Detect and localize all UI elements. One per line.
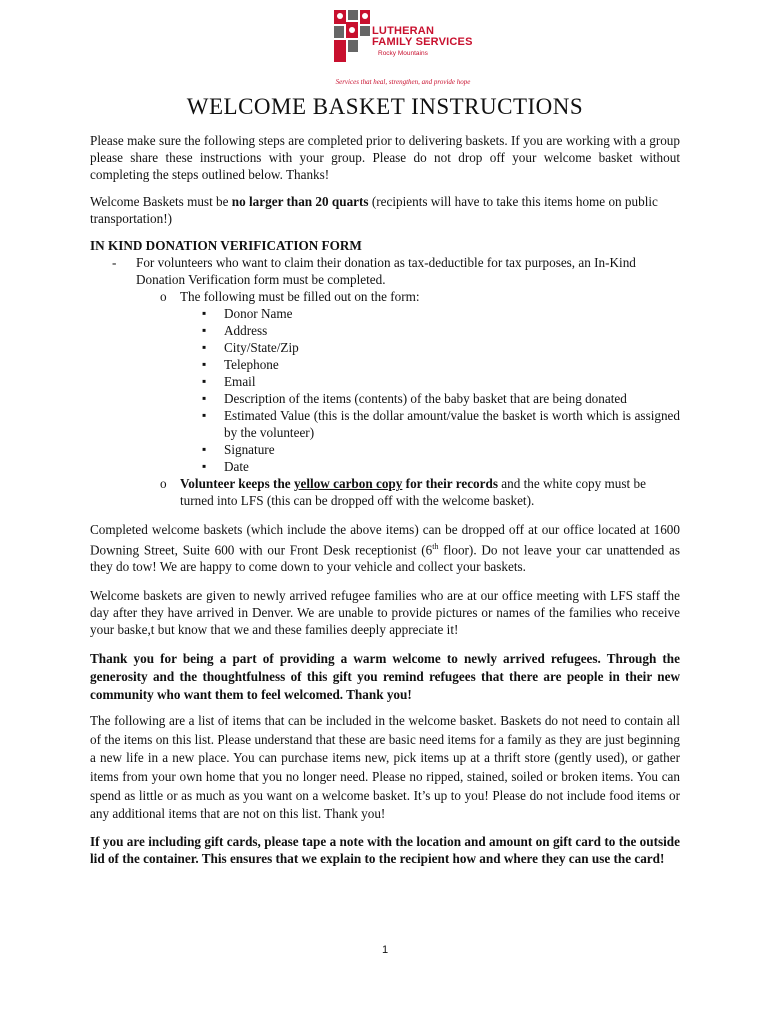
- copy-note-yellow-copy: yellow carbon copy: [293, 476, 403, 491]
- list-item: ▪ City/State/Zip: [224, 339, 680, 356]
- dropoff-after: floor). Do not leave your car unattended as they do tow! We are happy to come down to your vehicle and collect your baskets.: [90, 542, 680, 575]
- list-item: ▪ Email: [224, 373, 680, 390]
- form-fields-item: [180, 288, 680, 475]
- items-note-paragraph: The following are a list of items that can be included in the welcome basket. Baskets do not need to contain all of the items on this list. Please understand that these are basic need items for a family as they are just beginning a new life in a new place. You can purchase items new, pick items up at a thrift store (gently used), or gather items from your own home that you no longer need. Please no ripped, stained, soiled or broken items. You can spend as little or as much as you want on a welcome basket. It’s up to you! Please do not include food items or any additional items that are not on this list. Thank you!: [90, 713, 680, 822]
- form-copy-note: [180, 475, 680, 509]
- page-title: WELCOME BASKET INSTRUCTIONS: [186, 94, 584, 119]
- logo-name: [372, 26, 473, 48]
- dropoff-paragraph: [90, 521, 680, 575]
- logo-region: Rocky Mountains: [378, 50, 428, 57]
- form-dash-list: [90, 254, 680, 509]
- size-rule-limit: no larger than 20 quarts: [231, 194, 369, 209]
- list-item: ▪ Date: [224, 458, 680, 475]
- logo-name-line1: LUTHERAN: [372, 25, 435, 37]
- size-rule-prefix: Welcome Baskets must be: [90, 194, 232, 209]
- form-heading: IN KIND DONATION VERIFICATION FORM: [90, 238, 362, 253]
- size-rule-paragraph: [90, 193, 680, 227]
- gift-cards-text: If you are including gift cards, please tape a note with the location and amount on gift card to the outside lid of the container. This ensures that we explain to the recipient how and where they can use the card!: [90, 833, 680, 867]
- lfs-logo: [318, 6, 488, 88]
- list-item: ▪ Telephone: [224, 356, 680, 373]
- dropoff-before: Completed welcome baskets (which include the above items) can be dropped off at our office located at 1600 Downing Street, Suite 600 with our Front Desk receptionist (6: [90, 522, 680, 558]
- dropoff-sup: th: [432, 542, 439, 551]
- document-body: [90, 132, 680, 868]
- list-item: ▪ Estimated Value (this is the dollar amount/value the basket is worth which is assigned by the volunteer): [224, 407, 680, 441]
- form-fields-list: [180, 305, 680, 475]
- copy-note-rest: and the white copy must be turned into LFS (this can be dropped off with the welcome basket).: [180, 476, 646, 508]
- logo-name-line2: FAMILY SERVICES: [372, 36, 473, 48]
- form-sub-list: [136, 288, 680, 509]
- gift-cards-paragraph: [90, 833, 680, 868]
- list-item: ▪ Address: [224, 322, 680, 339]
- form-dash-item: [136, 254, 680, 509]
- copy-note-bold-b: for their records: [402, 476, 498, 491]
- thanks-paragraph: [90, 650, 680, 703]
- lfs-family-logo-icon: [332, 8, 372, 64]
- logo-tagline: Services that heal, strengthen, and provide hope: [335, 78, 471, 86]
- form-fields-intro: The following must be filled out on the form:: [180, 289, 420, 304]
- copy-note-bold-a: Volunteer keeps the: [180, 476, 294, 491]
- size-rule-suffix: (recipients will have to take this items home on public transportation!): [90, 194, 658, 226]
- page-number: 1: [381, 944, 389, 956]
- recipients-paragraph: Welcome baskets are given to newly arrived refugee families who are at our office meeting with LFS staff the day after they have arrived in Denver. We are unable to provide pictures or names of the families who receive your baske,t but know that we and these families deeply appreciate it!: [90, 588, 680, 638]
- list-item: ▪ Signature: [224, 441, 680, 458]
- form-dash-text: For volunteers who want to claim their donation as tax-deductible for tax purposes, an In-Kind Donation Verification form must be completed.: [136, 255, 636, 287]
- list-item: ▪ Description of the items (contents) of the baby basket that are being donated: [224, 390, 680, 407]
- list-item: ▪ Donor Name: [224, 305, 680, 322]
- thanks-text: Thank you for being a part of providing a warm welcome to newly arrived refugees. Through the generosity and the thoughtfulness of this gift you remind refugees that there are people in their new community who want them to feel welcomed. Thank you!: [90, 651, 680, 702]
- intro-paragraph: Please make sure the following steps are completed prior to delivering baskets. If you are working with a group please share these instructions with your group. Please do not drop off your welcome basket without completing the steps outlined below. Thanks!: [90, 133, 680, 182]
